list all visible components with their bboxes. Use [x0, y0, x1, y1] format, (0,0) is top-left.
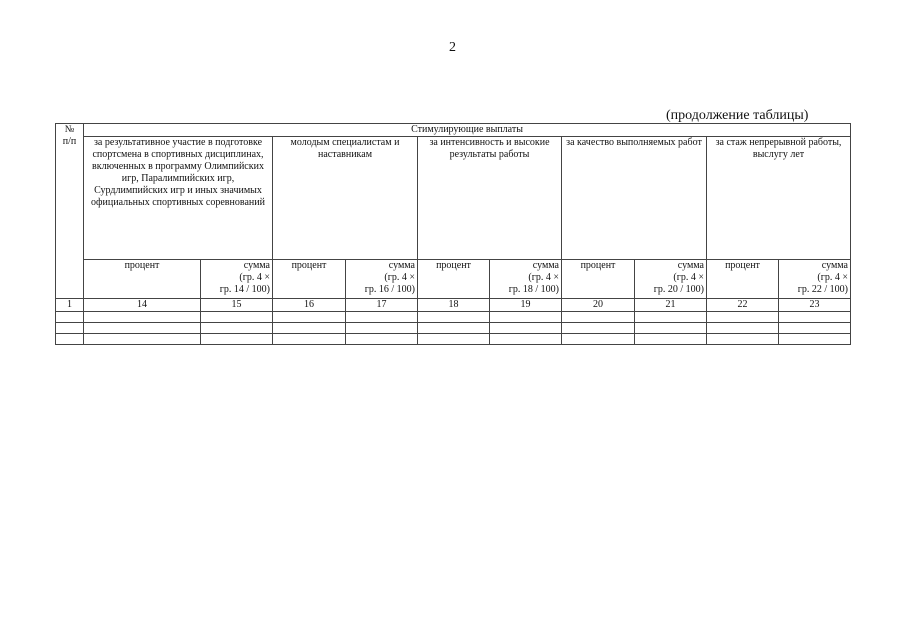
empty-cell — [418, 334, 490, 345]
column-number: 22 — [707, 299, 779, 312]
empty-cell — [562, 323, 635, 334]
empty-cell — [707, 323, 779, 334]
empty-cell — [779, 334, 851, 345]
page-number: 2 — [449, 40, 456, 55]
empty-cell — [84, 334, 201, 345]
empty-cell — [84, 312, 201, 323]
column-number: 14 — [84, 299, 201, 312]
empty-cell — [779, 312, 851, 323]
empty-cell — [490, 323, 562, 334]
empty-cell — [201, 334, 273, 345]
empty-cell — [201, 312, 273, 323]
empty-cell — [56, 312, 84, 323]
subheader-percent: процент — [562, 260, 635, 299]
empty-cell — [273, 312, 346, 323]
empty-cell — [418, 323, 490, 334]
empty-cell — [273, 334, 346, 345]
column-number: 16 — [273, 299, 346, 312]
subheader-sum: сумма (гр. 4 × гр. 14 / 100) — [201, 260, 273, 299]
empty-cell — [84, 323, 201, 334]
number-header: № п/п — [56, 124, 84, 299]
empty-cell — [635, 334, 707, 345]
category-header-intensity: за интенсивность и высокие результаты работы — [418, 137, 562, 260]
empty-cell — [201, 323, 273, 334]
column-number: 1 — [56, 299, 84, 312]
column-number: 19 — [490, 299, 562, 312]
empty-cell — [635, 323, 707, 334]
category-header-seniority: за стаж непрерывной работы, выслугу лет — [707, 137, 851, 260]
empty-cell — [56, 334, 84, 345]
column-number: 17 — [346, 299, 418, 312]
column-number: 21 — [635, 299, 707, 312]
empty-cell — [562, 334, 635, 345]
payments-table — [55, 123, 851, 345]
empty-cell — [490, 312, 562, 323]
column-number-row — [56, 299, 851, 312]
subheader-percent: процент — [84, 260, 201, 299]
subheader-percent: процент — [707, 260, 779, 299]
empty-cell — [779, 323, 851, 334]
column-number: 15 — [201, 299, 273, 312]
category-header-quality: за качество выполняемых работ — [562, 137, 707, 260]
empty-cell — [346, 334, 418, 345]
subheader-sum: сумма (гр. 4 × гр. 22 / 100) — [779, 260, 851, 299]
empty-cell — [707, 312, 779, 323]
empty-cell — [707, 334, 779, 345]
subheader-percent: процент — [273, 260, 346, 299]
column-number: 20 — [562, 299, 635, 312]
empty-cell — [273, 323, 346, 334]
super-header: Стимулирующие выплаты — [84, 124, 851, 137]
table-row — [56, 334, 851, 345]
subheader-sum: сумма (гр. 4 × гр. 20 / 100) — [635, 260, 707, 299]
empty-cell — [490, 334, 562, 345]
subheader-percent: процент — [418, 260, 490, 299]
table-row — [56, 323, 851, 334]
empty-cell — [346, 312, 418, 323]
empty-cell — [418, 312, 490, 323]
empty-cell — [635, 312, 707, 323]
subheader-sum: сумма (гр. 4 × гр. 18 / 100) — [490, 260, 562, 299]
category-header-young-specialists: молодым специалистам и наставникам — [273, 137, 418, 260]
category-header-olympic: за результативное участие в подготовке спортсмена в спортивных дисциплинах, включенных в программу Олимпийских игр, Паралимпийских игр, Сурдлимпийских игр и иных значимых официальных спортивных соревнований — [84, 137, 273, 260]
empty-cell — [346, 323, 418, 334]
column-number: 23 — [779, 299, 851, 312]
column-number: 18 — [418, 299, 490, 312]
continuation-label: (продолжение таблицы) — [666, 108, 809, 123]
subheader-sum: сумма (гр. 4 × гр. 16 / 100) — [346, 260, 418, 299]
empty-cell — [56, 323, 84, 334]
empty-cell — [562, 312, 635, 323]
table-row — [56, 312, 851, 323]
